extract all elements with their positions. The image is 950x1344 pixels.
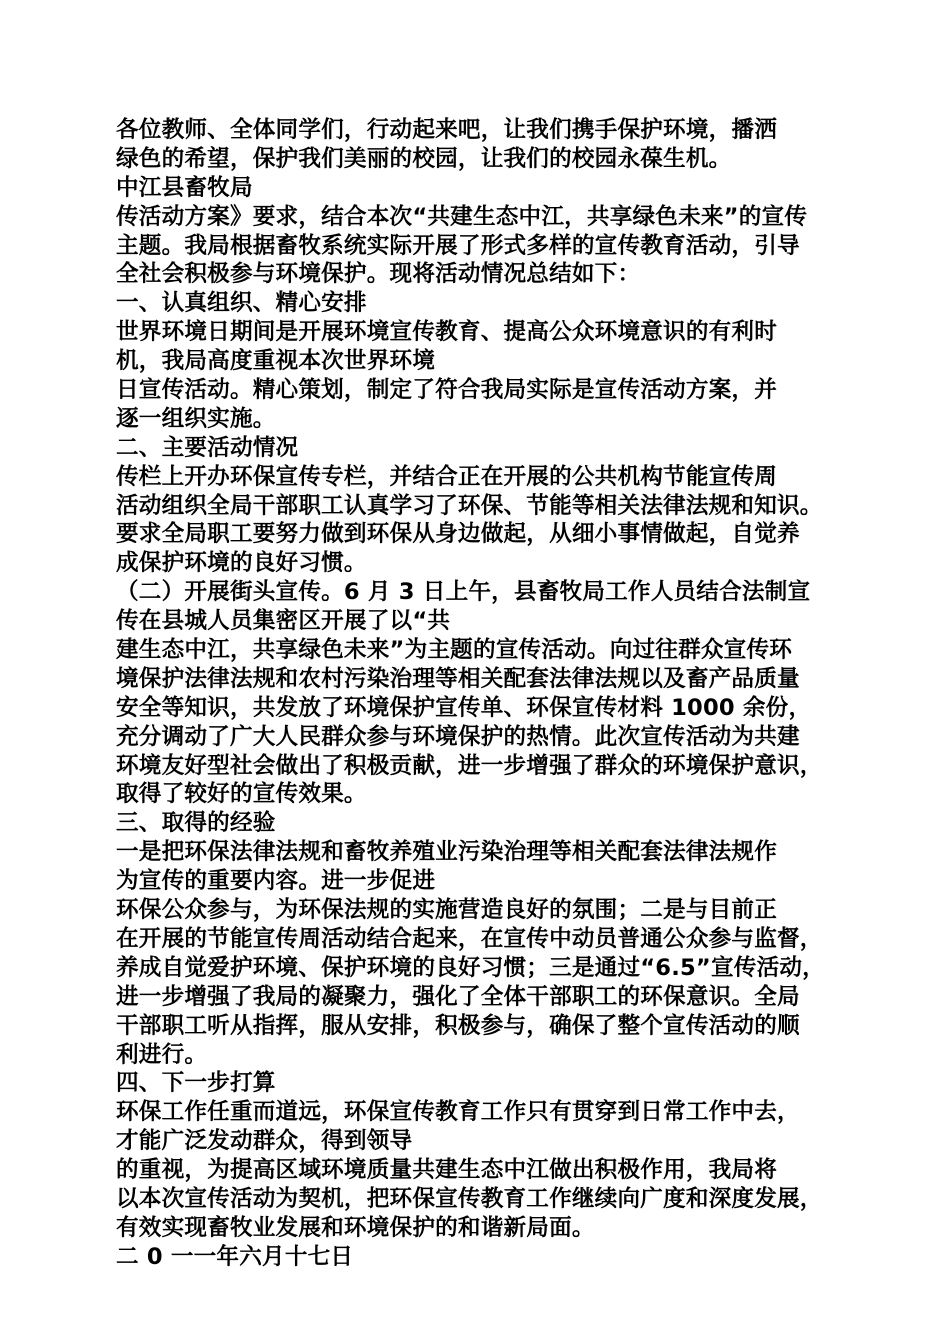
document-body — [116, 116, 856, 1272]
text-line: 进一步增强了我局的凝聚力，强化了全体干部职工的环保意识。全局 — [116, 983, 800, 1010]
text-line: 各位教师、全体同学们，行动起来吧，让我们携手保护环境，播洒 — [116, 117, 778, 143]
text-line: 在开展的节能宣传周活动结合起来，在宣传中动员普通公众参与监督， — [116, 925, 823, 952]
text-line: 主题。我局根据畜牧系统实际开展了形式多样的宣传教育活动，引导 — [116, 232, 800, 259]
text-line: 一、认真组织、精心安排 — [116, 290, 367, 317]
text-line: 全社会积极参与环境保护。现将活动情况总结如下： — [116, 261, 641, 288]
text-line: 二 0 一一年六月十七日 — [116, 1243, 354, 1270]
text-line: 安全等知识，共发放了环境保护宣传单、环保宣传材料 1000 余份， — [116, 694, 812, 721]
text-line: 干部职工听从指挥，服从安排，积极参与，确保了整个宣传活动的顺 — [116, 1012, 800, 1039]
text-line: 以本次宣传活动为契机，把环保宣传教育工作继续向广度和深度发展， — [116, 1185, 823, 1212]
text-line: 为宣传的重要内容。进一步促进 — [116, 868, 436, 895]
text-line: 逐一组织实施。 — [116, 405, 276, 432]
text-line: 利进行。 — [116, 1041, 208, 1068]
text-line: 建生态中江，共享绿色未来”为主题的宣传活动。向过往群众宣传环 — [116, 637, 793, 664]
text-line: 养成自觉爱护环境、保护环境的良好习惯；三是通过“6.5”宣传活动， — [116, 954, 825, 981]
text-line: 三、取得的经验 — [116, 810, 276, 837]
text-line: （二）开展街头宣传。6 月 3 日上午，县畜牧局工作人员结合法制宣 — [116, 579, 811, 606]
text-line: 活动组织全局干部职工认真学习了环保、节能等相关法律法规和知识。 — [116, 492, 823, 519]
text-line: 的重视，为提高区域环境质量共建生态中江做出积极作用，我局将 — [116, 1157, 778, 1184]
text-line: 才能广泛发动群众，得到领导 — [116, 1128, 413, 1155]
text-line: 机，我局高度重视本次世界环境 — [116, 348, 436, 375]
text-line: 世界环境日期间是开展环境宣传教育、提高公众环境意识的有利时 — [116, 319, 778, 346]
text-line: 绿色的希望，保护我们美丽的校园，让我们的校园永葆生机。 — [116, 145, 732, 172]
text-line: 有效实现畜牧业发展和环境保护的和谐新局面。 — [116, 1214, 595, 1241]
text-line: 传活动方案》要求，结合本次“共建生态中江，共享绿色未来”的宣传 — [116, 203, 808, 230]
text-line: 充分调动了广大人民群众参与环境保护的热情。此次宣传活动为共建 — [116, 723, 800, 750]
text-line: 四、下一步打算 — [116, 1070, 276, 1097]
text-line: 环境友好型社会做出了积极贡献，进一步增强了群众的环境保护意识， — [116, 752, 823, 779]
text-line: 二、主要活动情况 — [116, 434, 299, 461]
text-line: 中江县畜牧局 — [116, 174, 253, 201]
text-line: 境保护法律法规和农村污染治理等相关配套法律法规以及畜产品质量 — [116, 665, 800, 692]
text-line: 成保护环境的良好习惯。 — [116, 550, 367, 577]
text-line: 传在县城人员集密区开展了以“共 — [116, 608, 451, 635]
text-line: 传栏上开办环保宣传专栏，并结合正在开展的公共机构节能宣传周 — [116, 463, 778, 490]
text-line: 日宣传活动。精心策划，制定了符合我局实际是宣传活动方案，并 — [116, 377, 778, 404]
text-line: 要求全局职工要努力做到环保从身边做起，从细小事情做起，自觉养 — [116, 521, 800, 548]
text-line: 环保公众参与，为环保法规的实施营造良好的氛围；二是与目前正 — [116, 897, 778, 924]
text-line: 一是把环保法律法规和畜牧养殖业污染治理等相关配套法律法规作 — [116, 839, 778, 866]
text-line: 取得了较好的宣传效果。 — [116, 781, 367, 808]
text-line: 环保工作任重而道远，环保宣传教育工作只有贯穿到日常工作中去， — [116, 1099, 800, 1126]
